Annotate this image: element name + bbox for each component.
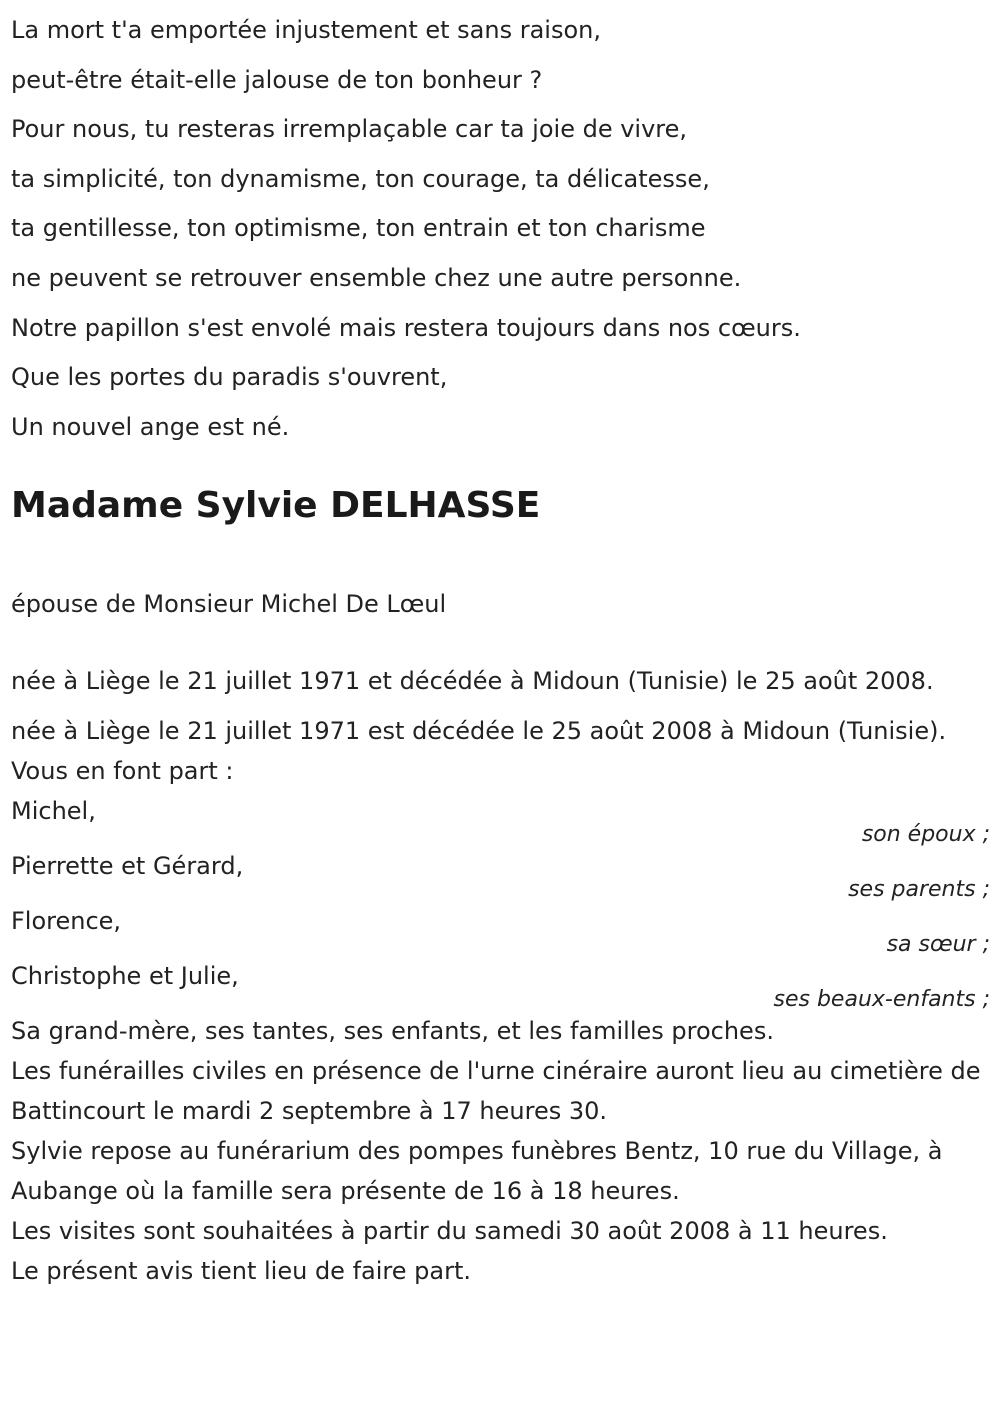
- poem-line: ne peuvent se retrouver ensemble chez une autre personne.: [11, 263, 742, 292]
- deceased-name: Madame Sylvie DELHASSE: [11, 485, 541, 527]
- funeral-details: Les funérailles civiles en présence de l'urne cinéraire auront lieu au cimetière de Battincourt le mardi 2 septembre à 17 heures 30.: [11, 1057, 981, 1126]
- poem-line: peut-être était-elle jalouse de ton bonheur ?: [11, 65, 543, 94]
- resting-place: Sylvie repose au funérarium des pompes funèbres Bentz, 10 rue du Village, à Aubange où la famille sera présente de 16 à 18 heures.: [11, 1137, 943, 1206]
- birth-death-line: née à Liège le 21 juillet 1971 et décédée à Midoun (Tunisie) le 25 août 2008.: [11, 667, 934, 696]
- spouse-line: épouse de Monsieur Michel De Lœul: [11, 590, 447, 619]
- family-member-relation: son époux ;: [861, 822, 990, 848]
- family-member-name: Michel,: [11, 797, 96, 826]
- closing-note: Le présent avis tient lieu de faire part.: [11, 1257, 471, 1286]
- birth-death-line-alt: née à Liège le 21 juillet 1971 est décédée le 25 août 2008 à Midoun (Tunisie).: [11, 717, 947, 746]
- family-member-relation: sa sœur ;: [886, 932, 990, 958]
- poem-line: La mort t'a emportée injustement et sans raison,: [11, 16, 601, 44]
- family-list: [11, 791, 990, 1011]
- visiting-hours: Les visites sont souhaitées à partir du samedi 30 août 2008 à 11 heures.: [11, 1217, 888, 1246]
- poem-line: Un nouvel ange est né.: [11, 412, 290, 441]
- other-relatives: Sa grand-mère, ses tantes, ses enfants, et les familles proches.: [11, 1017, 774, 1046]
- family-member-name: Pierrette et Gérard,: [11, 852, 244, 881]
- poem-line: Que les portes du paradis s'ouvrent,: [11, 363, 448, 392]
- announcement-intro: Vous en font part :: [11, 757, 234, 786]
- family-member-name: Florence,: [11, 907, 122, 936]
- poem: [11, 0, 990, 452]
- poem-line: ta gentillesse, ton optimisme, ton entrain et ton charisme: [11, 214, 706, 243]
- family-member-name: Christophe et Julie,: [11, 962, 239, 991]
- poem-line: ta simplicité, ton dynamisme, ton courage, ta délicatesse,: [11, 164, 710, 193]
- family-member-relation: ses parents ;: [848, 877, 990, 903]
- family-member-relation: ses beaux-enfants ;: [773, 987, 990, 1013]
- poem-line: Notre papillon s'est envolé mais restera toujours dans nos cœurs.: [11, 313, 801, 342]
- poem-line: Pour nous, tu resteras irremplaçable car ta joie de vivre,: [11, 115, 688, 144]
